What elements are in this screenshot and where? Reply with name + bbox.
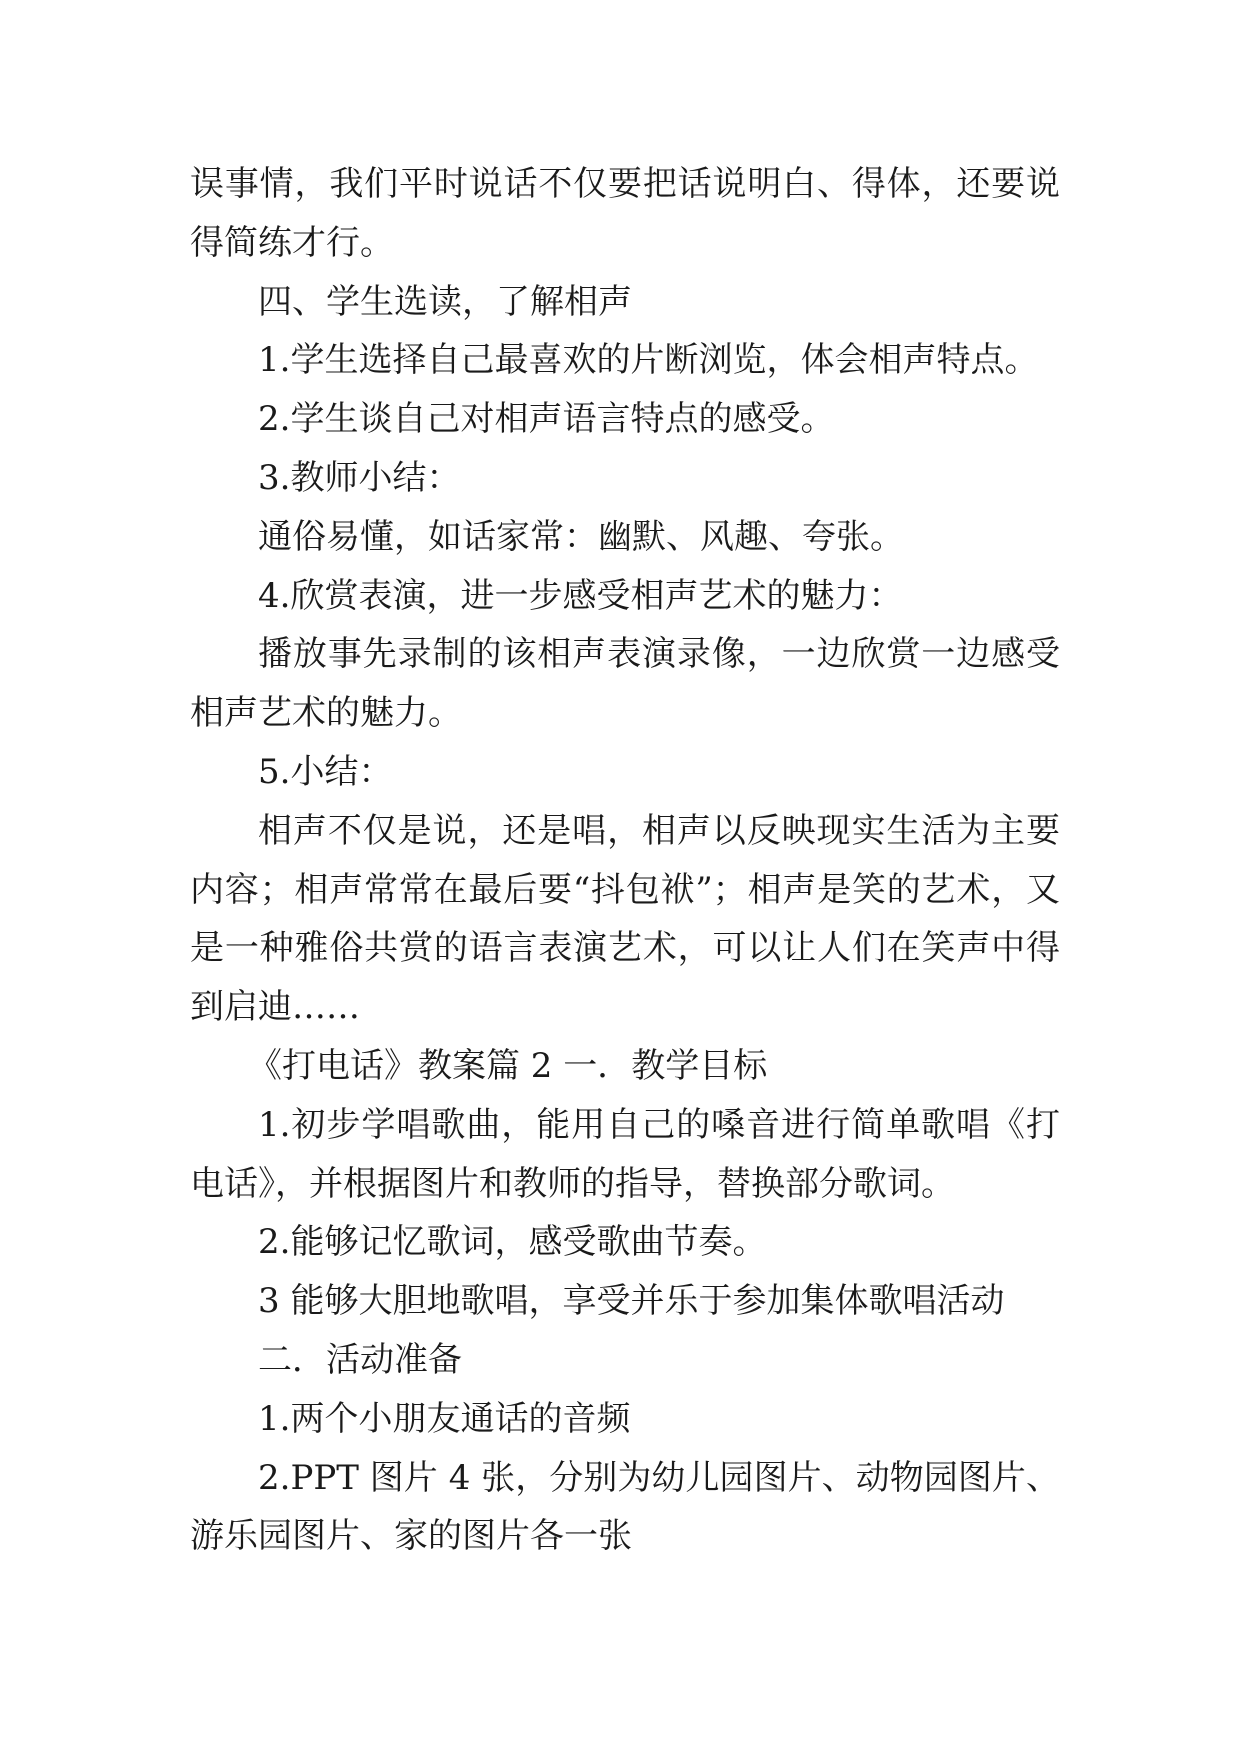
list-item-2: 2.学生谈自己对相声语言特点的感受。 (258, 399, 835, 440)
list-item-3: 3.教师小结： (258, 457, 461, 498)
prep-item-1: 1.两个小朋友通话的音频 (258, 1398, 631, 1439)
list-item-1: 1.学生选择自己最喜欢的片断浏览，体会相声特点。 (258, 340, 1039, 381)
section-heading-4: 四、学生选读，了解相声 (258, 281, 632, 322)
document-body (190, 155, 1060, 1566)
paragraph-conclusion: 相声不仅是说，还是唱，相声以反映现实生活为主要内容；相声常常在最后要“抖包袱”；相声是笑的艺术，又是一种雅俗共赏的语言表演艺术，可以让人们在笑声中得到启迪…… (190, 810, 1060, 1028)
goal-item-1: 1.初步学唱歌曲，能用自己的嗓音进行简单歌唱《打电话》，并根据图片和教师的指导，替换部分歌词。 (190, 1104, 1060, 1204)
list-item-5: 5.小结： (258, 751, 393, 792)
list-item-4: 4.欣赏表演，进一步感受相声艺术的魅力： (258, 575, 903, 616)
lesson-plan-heading: 《打电话》教案篇 2 一．教学目标 (248, 1045, 768, 1086)
paragraph-video: 播放事先录制的该相声表演录像，一边欣赏一边感受相声艺术的魅力。 (190, 634, 1060, 734)
paragraph-1: 误事情，我们平时说话不仅要把话说明白、得体，还要说得简练才行。 (190, 164, 1060, 263)
paragraph-summary: 通俗易懂，如话家常：幽默、风趣、夸张。 (258, 516, 904, 557)
goal-item-2: 2.能够记忆歌词，感受歌曲节奏。 (258, 1222, 767, 1263)
section-heading-preparation: 二．活动准备 (258, 1339, 462, 1380)
goal-item-3: 3 能够大胆地歌唱，享受并乐于参加集体歌唱活动 (258, 1281, 1005, 1322)
prep-item-2: 2.PPT 图片 4 张，分别为幼儿园图片、动物园图片、游乐园图片、家的图片各一张 (190, 1457, 1060, 1557)
